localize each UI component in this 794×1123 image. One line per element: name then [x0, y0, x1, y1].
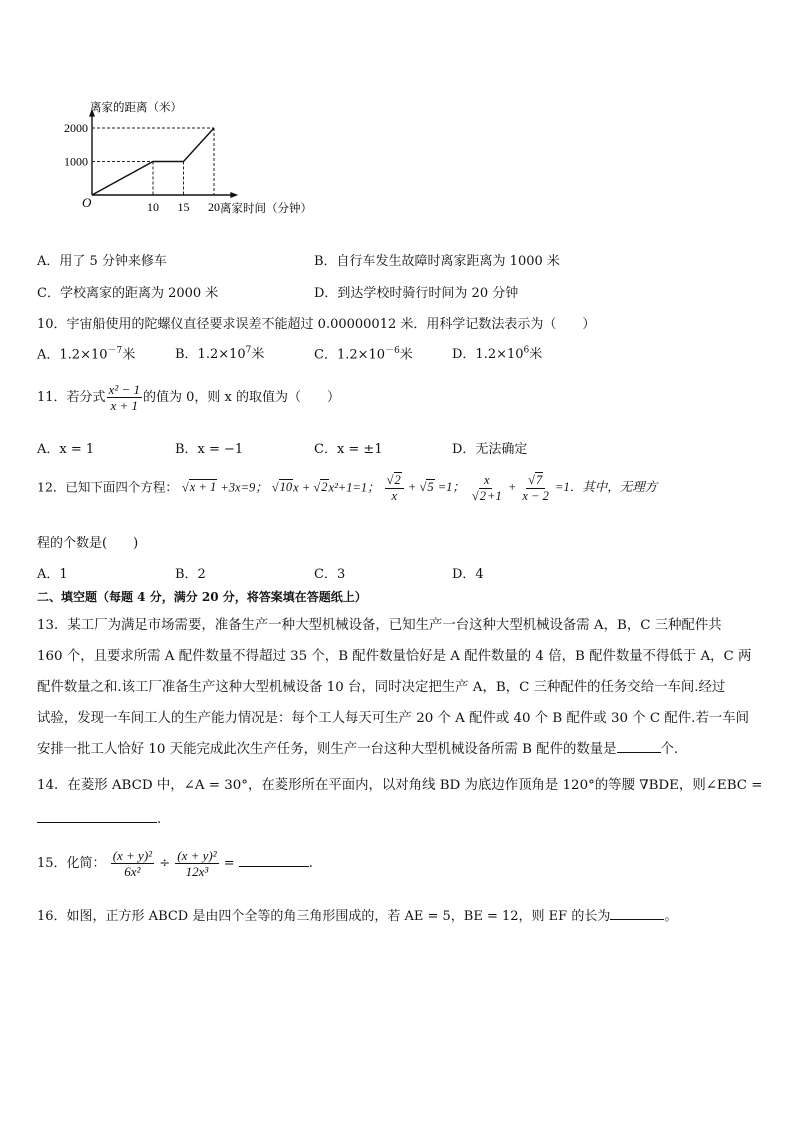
q10-a-unit: 米: [122, 347, 136, 363]
q10-option-d: [452, 343, 542, 362]
q13-line5-end: 个.: [660, 742, 679, 757]
q10-option-a: [37, 343, 135, 362]
q12-option-c: C．3: [314, 567, 346, 582]
q9-option-c: C．学校离家的距离为 2000 米: [37, 286, 219, 301]
x-axis-label: 离家时间（分钟）: [220, 201, 312, 215]
q11-stem: [37, 382, 340, 413]
q11-option-b: B．x = −1: [175, 442, 244, 457]
y-tick-label: 1000: [64, 154, 88, 169]
section-heading: 二、填空题（每题 4 分，满分 20 分，将答案填在答题纸上）: [37, 590, 367, 604]
origin-label: O: [82, 195, 92, 210]
y-axis-label: 离家的距离（米）: [90, 100, 182, 114]
q13-line1: 13．某工厂为满足市场需要，准备生产一种大型机械设备，已知生产一台这种大型机械设备需 A，B，C 三种配件共: [37, 618, 722, 633]
q10-b-base: B．1.2×10: [175, 347, 246, 362]
q15-fraction-2: $\frac{\text{(x + y)²}}{\text{12x³}}$: [177, 848, 217, 879]
q12-eq2: √10x + √2x²+1=1；: [271, 480, 380, 495]
q10-c-base: C．1.2×10: [314, 347, 386, 363]
q12-option-b: B．2: [175, 567, 206, 582]
q16-end: 。: [664, 909, 678, 924]
q11-pre: 11．若分式: [37, 390, 106, 405]
q13-line4: 试验，发现一车间工人的生产能力情况是：每个工人每天可生产 20 个 A 配件或 40 个 B 配件或 30 个 C 配件.若一车间: [37, 711, 750, 726]
q12-option-a: A．1: [37, 567, 68, 582]
q13-line3: 配件数量之和.该工厂准备生产这种大型机械设备 10 台，同时决定把生产 A，B，C 三种配件的任务交给一车间.经过: [37, 680, 726, 695]
y-tick-label: 2000: [64, 121, 88, 135]
q9-option-b: B．自行车发生故障时离家距离为 1000 米: [314, 254, 560, 269]
q12-option-d: D．4: [452, 567, 484, 582]
q15-stem: [37, 848, 313, 879]
q10-d-unit: 米: [529, 347, 543, 362]
x-tick-label: 10: [147, 200, 159, 214]
series-line: [92, 128, 214, 195]
q15-divide: ÷: [155, 856, 175, 871]
q13-line5-text: 安排一批工人恰好 10 天能完成此次生产任务，则生产一台这种大型机械设备所需 B 配件的数量是: [37, 742, 617, 757]
q12-eq1: √x + 1 +3x=9；: [181, 480, 268, 495]
q14-line2: [37, 810, 161, 827]
q12-pre: 12．已知下面四个方程：: [37, 479, 178, 495]
q10-b-exp: 7: [245, 345, 252, 356]
q12-eq3: $\frac{√2}{x}$ + √5 =1；: [386, 473, 465, 503]
q10-stem: 10．宇宙船使用的陀螺仪直径要求误差不能超过 0.00000012 米．用科学记数法表示为（ ）: [37, 317, 596, 332]
q13-line2: 160 个，且要求所需 A 配件数量不得超过 35 个，B 配件数量恰好是 A 配件数量的 4 倍，B 配件数量不得低于 A，C 两: [37, 649, 752, 664]
q9-option-a: A．用了 5 分钟来修车: [37, 254, 167, 269]
q15-fraction-1: $\frac{\text{(x + y)²}}{\text{6x²}}$: [112, 848, 153, 879]
q14-line2-end: .: [157, 812, 162, 827]
q11-numerator: x² − 1: [108, 382, 140, 397]
q11-option-d: D．无法确定: [452, 442, 528, 457]
q14-answer-blank: [37, 810, 157, 823]
q11-option-a: A．x = 1: [37, 442, 95, 457]
q13-answer-blank: [617, 740, 661, 753]
distance-time-chart: [60, 98, 350, 228]
q10-b-unit: 米: [251, 347, 265, 362]
q15-answer-blank: [239, 854, 309, 867]
q9-option-d: D．到达学校时骑行时间为 20 分钟: [314, 286, 519, 301]
q11-denominator: x + 1: [110, 398, 139, 413]
q10-a-base: A．1.2×10: [37, 347, 108, 363]
q14-line1: 14．在菱形 ABCD 中，∠A = 30°，在菱形所在平面内，以对角线 BD 为底边作顶角是 120°的等腰 ∇BDE，则∠EBC =: [37, 778, 763, 793]
q10-c-exp: －6: [385, 346, 400, 356]
q16-answer-blank: [610, 907, 664, 920]
q11-fraction: [107, 382, 142, 413]
q10-a-exp: －7: [107, 346, 123, 356]
q12-eq4: $\frac{x}{√2+1}$ + $\frac{√7}{x - 2}$ =1．其中，无理方: [471, 473, 658, 503]
q12-stem-line2: 程的个数是( ): [37, 536, 139, 551]
q16-text: 16．如图，正方形 ABCD 是由四个全等的角三角形围成的，若 AE = 5，BE = 12，则 EF 的长为: [37, 909, 611, 924]
q15-end: .: [308, 856, 313, 871]
x-tick-label: 15: [177, 200, 190, 214]
q12-stem: [37, 473, 657, 504]
q10-d-exp: 6: [523, 345, 530, 356]
q10-d-base: D．1.2×10: [452, 347, 524, 362]
q16-stem: [37, 905, 677, 924]
q11-post: 的值为 0，则 x 的取值为（ ）: [143, 390, 340, 405]
x-tick-label: 20: [208, 200, 220, 214]
x-axis-arrow: [230, 192, 238, 198]
q13-line5: [37, 738, 678, 757]
q15-equals: =: [219, 856, 239, 871]
q10-option-c: [314, 343, 413, 362]
q11-option-c: C．x = ±1: [314, 442, 383, 457]
q15-pre: 15．化简：: [37, 856, 106, 871]
q10-option-b: [175, 343, 264, 362]
q10-c-unit: 米: [399, 347, 413, 363]
